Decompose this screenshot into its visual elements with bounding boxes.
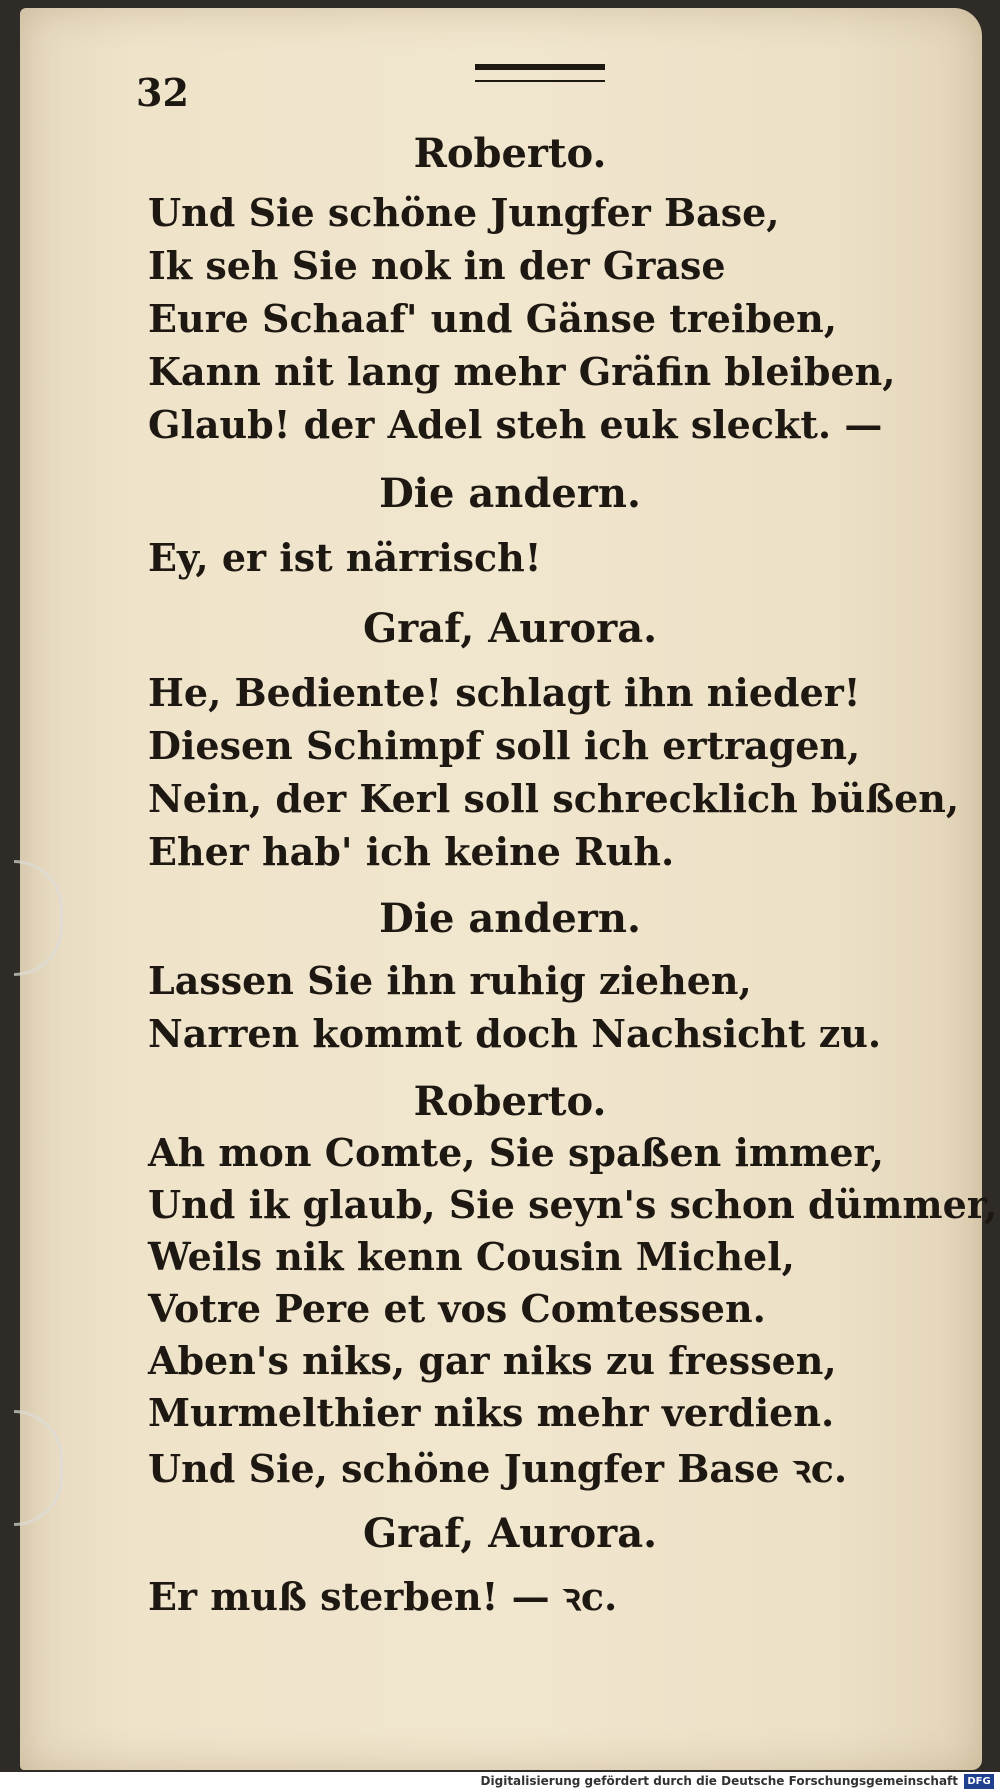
verse-line: Weils nik kenn Cousin Michel, (148, 1234, 795, 1279)
verse-line: Diesen Schimpf soll ich ertragen, (148, 723, 861, 768)
verse-line: He, Bediente! schlagt ihn nieder! (148, 670, 861, 715)
verse-line: Narren kommt doch Nachsicht zu. (148, 1011, 882, 1056)
funding-credit: Digitalisierung gefördert durch die Deutsche Forschungsgemeinschaft (480, 1774, 958, 1788)
verse-line: Kann nit lang mehr Gräfin bleiben, (148, 349, 896, 394)
verse-line: Eure Schaaf' und Gänse treiben, (148, 296, 838, 341)
dfg-logo: DFG (964, 1774, 994, 1789)
speaker-heading: Die andern. (379, 470, 641, 517)
verse-line: Nein, der Kerl soll schrecklich büßen, (148, 776, 960, 821)
verse-line: Murmelthier niks mehr verdien. (148, 1390, 835, 1435)
verse-line: Eher hab' ich keine Ruh. (148, 829, 675, 874)
verse-line: Ey, er ist närrisch! (148, 535, 542, 580)
speaker-heading: Graf, Aurora. (362, 605, 658, 652)
verse-line: Und ik glaub, Sie seyn's schon dümmer, (148, 1182, 998, 1227)
digitization-footer (0, 1772, 1000, 1792)
speaker-heading: Roberto. (413, 1078, 607, 1125)
verse-line: Und Sie schöne Jungfer Base, (148, 190, 780, 235)
page-number: 32 (136, 70, 189, 115)
verse-line: Ik seh Sie nok in der Grase (148, 243, 726, 288)
verse-line: Ah mon Comte, Sie spaßen immer, (148, 1130, 885, 1175)
header-rule (475, 64, 605, 82)
verse-line: Votre Pere et vos Comtessen. (148, 1286, 766, 1331)
verse-line: Und Sie, schöne Jungfer Base ꝛc. (148, 1446, 848, 1491)
verse-line: Glaub! der Adel steh euk sleckt. — (148, 402, 883, 447)
verse-line: Lassen Sie ihn ruhig ziehen, (148, 958, 752, 1003)
verse-line: Er muß sterben! — ꝛc. (148, 1574, 618, 1619)
verse-line: Aben's niks, gar niks zu fressen, (148, 1338, 837, 1383)
speaker-heading: Roberto. (413, 130, 607, 177)
speaker-heading: Graf, Aurora. (362, 1510, 658, 1557)
speaker-heading: Die andern. (379, 895, 641, 942)
